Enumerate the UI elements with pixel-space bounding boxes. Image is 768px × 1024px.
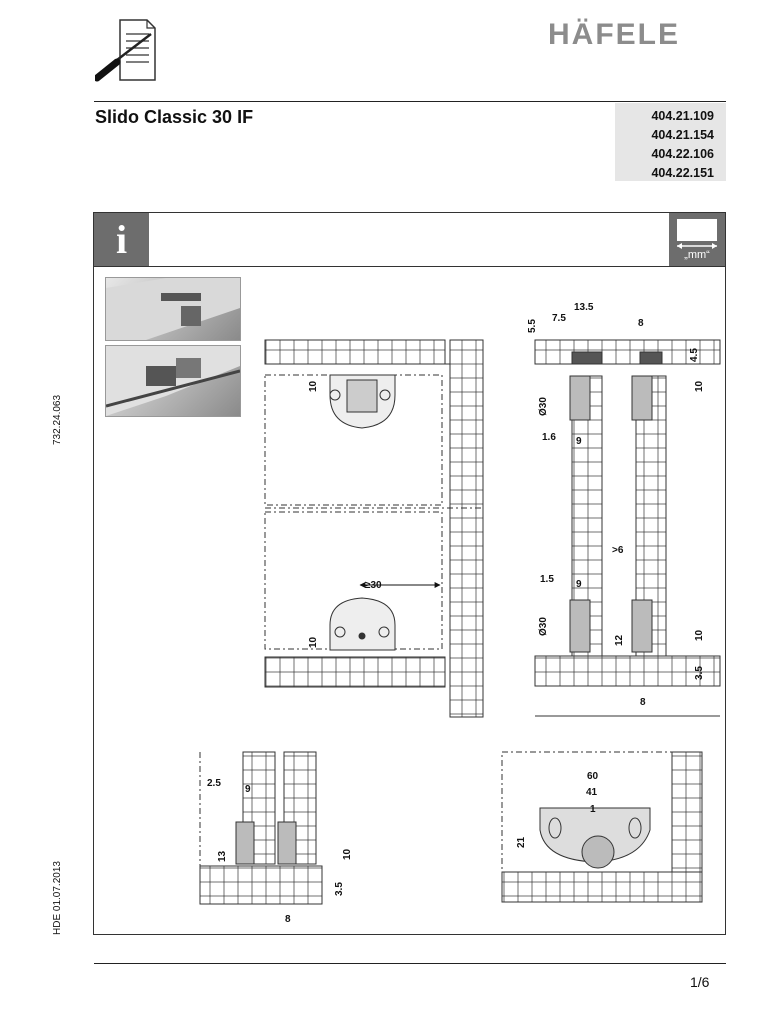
dim-label: 3.5 bbox=[694, 666, 705, 680]
page-title: Slido Classic 30 IF bbox=[95, 107, 254, 127]
dim-label: 10 bbox=[694, 380, 705, 392]
dim-label: 21 bbox=[516, 836, 527, 848]
detail-left-drawing bbox=[200, 752, 322, 904]
dim-label: 10 bbox=[308, 380, 319, 392]
article-number: 404.21.109 bbox=[651, 109, 714, 123]
front-view-drawing bbox=[265, 340, 483, 717]
article-number: 404.21.154 bbox=[651, 128, 714, 142]
detail-right-drawing bbox=[502, 752, 702, 902]
dim-label: 1.6 bbox=[542, 432, 556, 443]
dim-label: 9 bbox=[576, 579, 582, 590]
dim-label: 9 bbox=[245, 784, 251, 795]
dim-label: 1.5 bbox=[540, 574, 554, 585]
dim-label: 4.5 bbox=[689, 348, 700, 362]
side-section-drawing bbox=[535, 340, 720, 716]
article-number: 404.22.106 bbox=[651, 147, 714, 161]
dim-label: 10 bbox=[694, 629, 705, 641]
dim-label: 9 bbox=[576, 436, 582, 447]
dim-label: 8 bbox=[638, 318, 644, 329]
dim-label: 13 bbox=[217, 850, 228, 862]
dim-label: Ø30 bbox=[538, 397, 549, 416]
dim-label: 8 bbox=[285, 914, 291, 925]
dim-label: 60 bbox=[587, 771, 599, 782]
dim-label: 1 bbox=[590, 804, 596, 815]
dim-label: 10 bbox=[342, 848, 353, 860]
article-number: 404.22.151 bbox=[651, 166, 714, 180]
document-code: 732.24.063 bbox=[52, 394, 63, 445]
dim-label: ≥30 bbox=[365, 580, 382, 591]
document-date: HDE 01.07.2013 bbox=[52, 861, 63, 935]
dim-label: 10 bbox=[308, 636, 319, 648]
dim-label: 3.5 bbox=[334, 882, 345, 896]
dim-label: 7.5 bbox=[552, 313, 566, 324]
footer-divider bbox=[94, 963, 726, 964]
dim-label: 2.5 bbox=[207, 778, 221, 789]
dim-label: 13.5 bbox=[574, 302, 594, 313]
dim-label: >6 bbox=[612, 545, 624, 556]
dim-label: 41 bbox=[586, 787, 598, 798]
unit-label: „mm“ bbox=[684, 249, 710, 261]
page-number: 1/6 bbox=[690, 974, 710, 990]
dim-label: 8 bbox=[640, 697, 646, 708]
dim-label: 12 bbox=[614, 634, 625, 646]
brand-logo: HÄFELE bbox=[548, 18, 680, 51]
dim-label: Ø30 bbox=[538, 617, 549, 636]
info-icon: i bbox=[94, 213, 149, 266]
dim-label: 5.5 bbox=[527, 319, 538, 333]
